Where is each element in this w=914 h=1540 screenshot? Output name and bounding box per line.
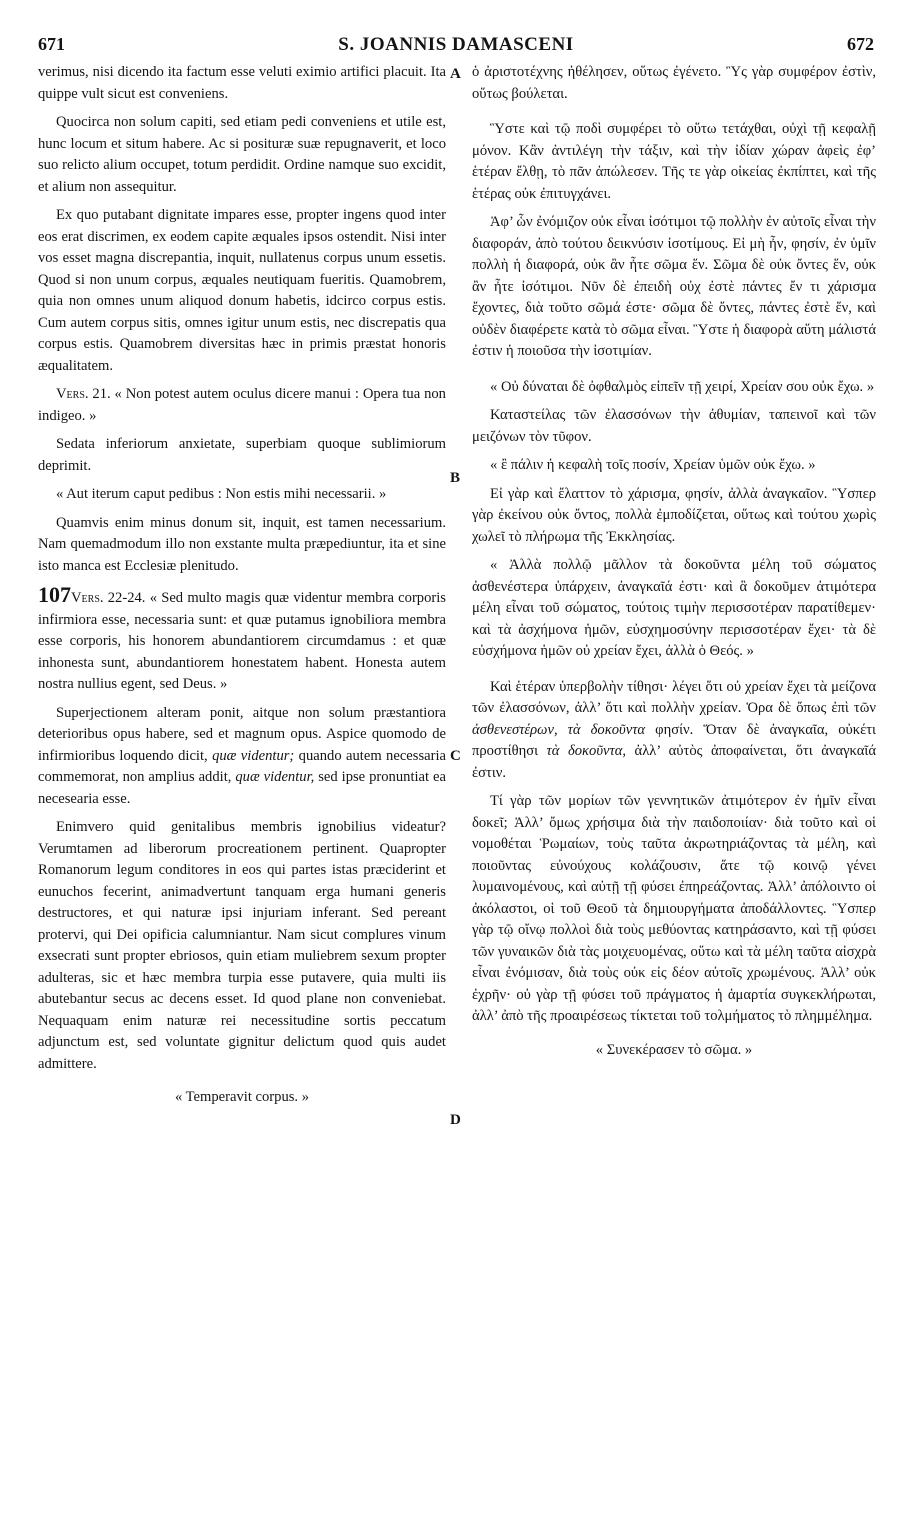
page-number-right: 672 [847, 34, 874, 54]
latin-verse-22-24 [38, 584, 446, 696]
section-markers [448, 62, 468, 1462]
greek-paragraph [472, 677, 876, 785]
latin-paragraph: Enimvero quid genitalibus membris ignobilius videatur? Verumtamen ad liberorum procreationem pertinent. Quapropter Romanorum legum conditores in eos qui partes istas præciderint et eunuchos fecerint, animadvertunt tanquam erga humani generis destructores, et qui naturæ ipsi injuriam inferant. Sed pereant protervi, qui Dei opificia calumniantur. Nam sicut complures vinum exsecrati sunt propter ebriosos, quin etiam muliebrem sexum propter adulteras, sic et hæc membra turpia esse putavere, quia multi iis abutebantur secus ac decens esset. Id quod plane non conveniebat. Nequaquam enim naturæ rei necessitudine sortis peccatum adjunctum est, sed voluntate gignitur delictum quod quis audet admittere. [38, 819, 446, 1072]
section-marker-b: B [450, 470, 461, 486]
greek-column [472, 62, 876, 1068]
verse-reference: Vers. 21. [56, 386, 111, 402]
latin-italic-text: quæ videntur; [212, 747, 295, 764]
running-title: S. JOANNIS DAMASCENI [338, 34, 574, 55]
greek-paragraph: ὁ ἀριστοτέχνης ἠθέλησεν, οὕτως ἐγένετο. Ὓς γὰρ συμφέρον ἐστὶν, οὕτως βούλεται. [472, 64, 876, 102]
verse-reference: Vers. 22-24. [71, 590, 146, 606]
latin-verse-21 [38, 384, 446, 427]
greek-text: Καὶ ἑτέραν ὑπερβολὴν τίθησι· λέγει ὅτι οὐ χρείαν ἔχει τὰ μείζονα τῶν ἐλασσόνων, ἀλλ’ ὅτι καὶ πολλὴν χρείαν. Ὁρα δὲ ὄπως ἐπὶ τῶν [472, 678, 876, 716]
greek-italic-text: τὰ δοκοῦντα [546, 743, 623, 759]
verse-text: « Sed multo magis quæ videntur membra corporis infirmiora esse, necessaria sunt: et quæ putamus ignobiliora membra esse corporis, his honorem abundantiorem circumdamus : et quæ inhonesta sunt, abundantiorem honestatem habent. Honesta autem nostra nullius egent, sed Deus. » [38, 590, 446, 692]
greek-paragraph: Ὓστε καὶ τῷ ποδὶ συμφέρει τὸ οὕτω τετάχθαι, οὐχὶ τῇ κεφαλῇ μόνον. Κἂν ἀντιλέγη τὴν τάξιν, καὶ τὴν ἰδίαν χώραν ἀφεὶς ἐφ’ ἑτέραν ἔλθῃ, τὸ πᾶν ἀπώλεσεν. Τῆς τε γὰρ οἰκείας ἐκπίπτει, καὶ τῆς ἑτέρας οὐκ ἐπιτυγχάνει. [472, 121, 876, 202]
latin-text: sed ipse pronuntiat ea necesearia esse. [38, 769, 446, 807]
greek-paragraph: Εἰ γὰρ καὶ ἔλαττον τὸ χάρισμα, φησίν, ἀλλὰ ἀναγκαῖον. Ὓσπερ γὰρ ἐκείνου οὐκ ὄντος, πολλὰ ἐμποδίζεται, οὕτως καὶ τούτου χωρὶς χωλεῖ τὸ πλήρωμα τῆς Ἐκκλησίας. [472, 485, 876, 545]
greek-paragraph: « ἒ πάλιν ἡ κεφαλὴ τοῖς ποσίν, Χρείαν ὑμῶν οὐκ ἔχω. » [490, 457, 816, 473]
latin-paragraph [38, 703, 446, 811]
greek-verse-22-24: « Ἀλλὰ πολλῷ μᾶλλον τὰ δοκοῦντα μέλη τοῦ σώματος ἀσθενέστερα ὑπάρχειν, ἀναγκαῖά ἐστι· καὶ ἃ δοκοῦμεν ἀτιμότερα μέλη εἶναι τοῦ σώματος, τούτοις τιμὴν περισσοτέραν παρατίθεμεν· καὶ τὰ ἀσχήμονα ἡμῶν, εὐσχημοσύνην περισσοτέραν ἔχει· τὰ δὲ εὐσχήμονα ἡμῶν οὐ χρείαν ἔχει, ἀλλὰ ὁ Θεός. » [472, 557, 876, 659]
greek-paragraph: Καταστείλας τῶν ἐλασσόνων τὴν ἀθυμίαν, ταπεινοῖ καὶ τῶν μειζόνων τὸν τῦφον. [472, 407, 876, 445]
greek-italic-text: ἀσθενεστέρων, τὰ δοκοῦντα [472, 721, 646, 738]
latin-paragraph: Ex quo putabant dignitate impares esse, propter ingens quod inter eos erat discrimen, ex eodem capite æquales ipsos ostendit. Nisi inter vos esset magna discrepantia, inquit, nullatenus corpus unum essetis. Quod si non unum corpus, æquales neutiquam fueritis. Quamobrem, quia non omnes unum aliquod donum habetis, idcirco corpus estis. Cum autem corpus sitis, omnes igitur unum estis, nec discrepatis qua corpus estis. Quamobrem diversitas hæc in primis præstat honoris æqualitatem. [38, 207, 446, 374]
greek-text: , ἀλλ’ αὐτὸς ἀποφαίνεται, ὅτι ἀναγκαῖά ἐστιν. [472, 743, 876, 781]
greek-verse-21: « Οὐ δύναται δὲ ὀφθαλμὸς εἰπεῖν τῇ χειρί, Χρείαν σου οὐκ ἔχω. » [490, 378, 875, 395]
page-header [38, 34, 874, 60]
greek-paragraph: Ἀφ’ ὧν ἐνόμιζον οὐκ εἶναι ἰσότιμοι τῷ πολλὴν ἐν αὐτοῖς εἶναι τὴν διαφοράν, ἀπὸ τούτου δεικνύσιν ἰσοτίμους. Εἰ μὴ ἦν, φησίν, ἐν ὑμῖν πολλὴ ἡ διαφορά, οὐκ ἂν ἦτε σῶμα ἕν. Σῶμα δὲ οὐκ ὄντες ἕν, οὐκ ἂν ἦτε ἰσότιμοι. Νῦν δὲ ἐπειδὴ οὐχ ἐστὲ πάντες ἔν τι χάρισμα ἔχοντες, διὰ τοῦτο σῶμά ἐστε· σῶμα δὲ ὄντες, πάντες ἐστὲ ἕν, καὶ οὐδὲν διαφέρετε κατὰ τὸ σῶμα εἶναι. Ὓστε ἡ διαφορὰ αὕτη μάλιστά ἐστιν ἡ ποιοῦσα τὴν ἰσοτιμίαν. [472, 214, 876, 359]
latin-paragraph: Quamvis enim minus donum sit, inquit, est tamen necessarium. Nam quemadmodum illo non exstante multa præpediuntur, ita et sine isto manca est Ecclesiæ plenitudo. [38, 514, 446, 574]
verse-text: « Non potest autem oculus dicere manui : Opera tua non indigeo. » [38, 386, 446, 424]
latin-italic-text: quæ videntur, [235, 769, 315, 785]
section-marker-d: D [450, 1112, 461, 1128]
section-marker-a: A [450, 66, 461, 82]
latin-text: quando autem necessaria commemorat, non amplius addit, [38, 747, 447, 785]
latin-paragraph: verimus, nisi dicendo ita factum esse veluti eximio artifici placuit. Ita quippe vult sicut est conveniens. [38, 64, 446, 102]
greek-verse-quote: « Συνεκέρασεν τὸ σῶμα. » [595, 1041, 753, 1058]
latin-column [38, 62, 446, 1116]
latin-verse-quote: « Temperavit corpus. » [174, 1089, 310, 1105]
column-number: 107 [38, 582, 71, 607]
page-number-left: 671 [38, 34, 65, 54]
greek-paragraph: Τί γὰρ τῶν μορίων τῶν γεννητικῶν ἀτιμότερον ἐν ἡμῖν εἶναι δοκεῖ; Ἀλλ’ ὄμως χρήσιμα διὰ τὴν παιδοποιίαν· διὰ τοῦτο καὶ οἱ νομοθέται Ῥωμαίων, τοὺς ταῦτα ἀκρωτηριάζοντας τὰ μέλη, καὶ ποιοῦντας εὐνούχους κολάζουσιν, ἅτε τῷ κοινῷ γένει λυμαινομένους, καὶ αὐτῇ τῇ φύσει ἐπηρεάζοντας. Ἀλλ’ ἀπόλοιντο οἱ ἀκόλαστοι, οἱ τοῦ Θεοῦ τὰ δημιουργήματα ἀποδάλλοντες. Ὓσπερ γὰρ τῷ οἴνῳ πολλοὶ διὰ τοὺς μεθύοντας κατηράσαντο, καὶ τῇ φύσει τῶν γυναικῶν διὰ τὰς μοιχευομένας, οὕτω καὶ τὰ μέλη ταῦτα αἰσχρὰ εἶναι ἐνόμισαν, διὰ τοὺς οὐκ εἰς δέον αὐτοῖς χρωμένους. Ἀλλ’ οὐκ ἐχρῆν· οὐ γὰρ τῇ φύσει τοῦ πράγματος ἡ ἁμαρτία συγκεκλήρωται, ἀλλ’ ἀπὸ τῆς προαιρέσεως τίκτεται τοῦ τολμήματος τὸ πλημμέλημα. [472, 793, 876, 1024]
section-marker-c: C [450, 748, 461, 764]
latin-text: Superjectionem alteram ponit, aitque non solum præstantiora deterioribus opus habere, sed et magnum opus. Aspice quomodo de infirmioribus loquendo dicit, [38, 704, 446, 764]
latin-paragraph: « Aut iterum caput pedibus : Non estis mihi necessarii. » [56, 486, 387, 502]
greek-text: φησίν. Ὅταν δὲ ἀναγκαῖα, οὐκέτι προστίθησι [472, 721, 876, 759]
latin-paragraph: Sedata inferiorum anxietate, superbiam quoque sublimiorum deprimit. [38, 436, 446, 474]
latin-paragraph: Quocirca non solum capiti, sed etiam pedi conveniens et utile est, hunc locum et situm habere. Ac si posituræ suæ repugnaverit, et loco suo relicto alium occupet, totum perdidit. Ordine namque suo excidit, et alium non assequitur. [38, 114, 446, 195]
